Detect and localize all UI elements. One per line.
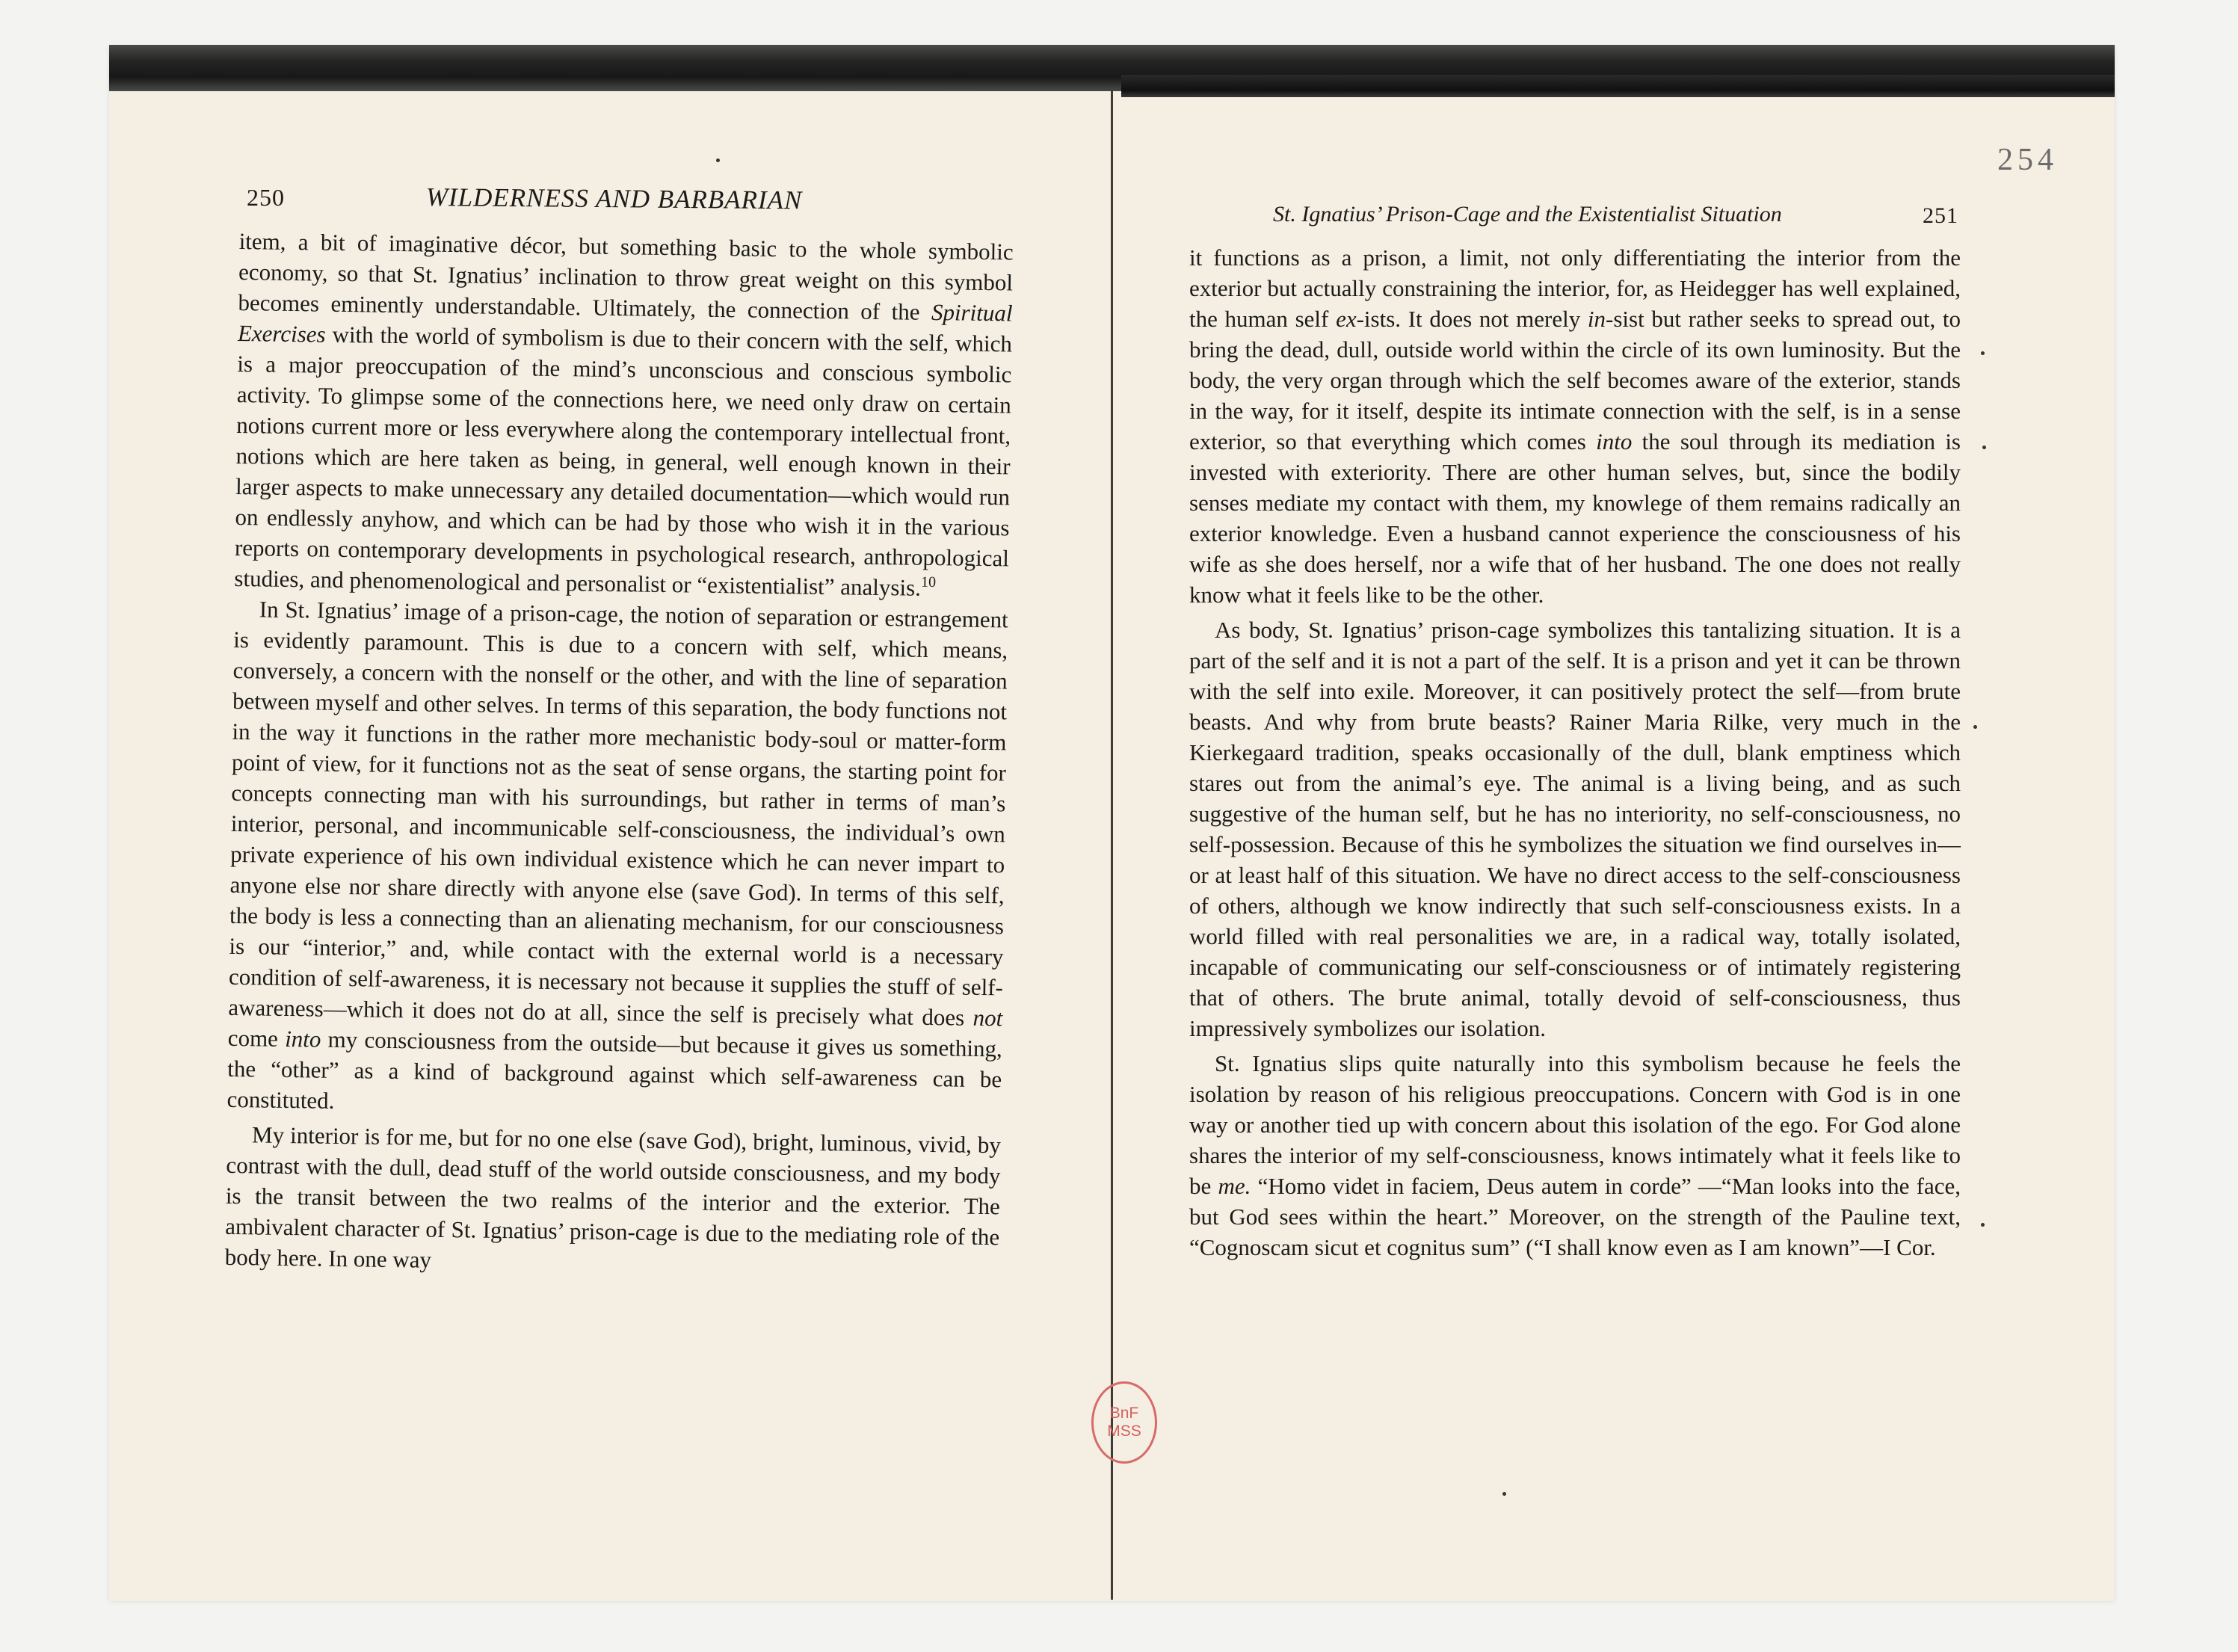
text-span: “Homo videt in faciem, Deus autem in corde” —“Man looks into the face, but God sees within the heart.” Moreover, on the strength of the Pauline text, “Cognoscam sicut et cognitus sum” (“I shall know even as I am known”—I Cor. bbox=[1189, 1173, 1961, 1260]
text-span: with the world of symbolism is due to their concern with the self, which is a major preoccupation of the mind’s unconscious and conscious symbolic activity. To glimpse some of the connections here, we need only draw on certain notions current more or less everywhere along the contemporary intellectual front, notions which are here taken as being, in general, well enough known in their larger aspects to make unnecessary any detailed documentation—which would run on endlessly anyhow, and which can be had by those who wish it in the various reports on contemporary developments in psychological research, anthropological studies, and phenomenological and personalist or “existentialist” analysis. bbox=[234, 321, 1013, 601]
margin-speck bbox=[1502, 1492, 1506, 1496]
margin-speck bbox=[1982, 446, 1986, 449]
right-paragraph-1 bbox=[1189, 242, 1961, 610]
margin-speck bbox=[716, 158, 720, 162]
footnote-marker: 10 bbox=[920, 573, 937, 591]
library-stamp bbox=[1091, 1381, 1157, 1464]
left-paragraph-2 bbox=[226, 594, 1008, 1125]
margin-speck bbox=[1981, 351, 1985, 355]
text-span: it functions as a prison, a limit, not only differentiating the interior from the exterior but actually constraining the interior, for, as Heidegger has well explained, the human self bbox=[1189, 244, 1961, 332]
left-running-head: WILDERNESS AND BARBARIAN bbox=[425, 182, 803, 215]
text-span: the soul through its mediation is invested with exteriority. There are other human selves, but, since the bodily senses mediate my contact with them, my knowlege of them remains radically an exterior knowledge. Even a husband cannot experience the consciousness of his wife as she does herself, nor a wife that of her husband. The one does not really know what it feels like to be the other. bbox=[1189, 428, 1961, 608]
italic-span: ex bbox=[1336, 306, 1357, 332]
left-paragraph-3: My interior is for me, but for no one else (save God), bright, luminous, vivid, by contrast with the dull, dead stuff of the world outside consciousness, and my body is the transit between the two realms of the interior and the exterior. The ambivalent character of St. Ignatius’ prison-cage is due to the mediating role of the body here. In one way bbox=[224, 1121, 1002, 1273]
italic-span: in bbox=[1587, 306, 1606, 332]
text-span: St. Ignatius slips quite naturally into this symbolism because he feels the isolation by reason of his religious preoccupations. Concern with God is in one way or another tied up with concern about this isolation of the ego. For God alone shares the interior of my self-consciousness, knows intimately what it feels like to be bbox=[1189, 1050, 1961, 1199]
right-page-text bbox=[1189, 242, 1961, 1263]
left-page-number: 250 bbox=[247, 184, 285, 211]
text-span: my consciousness from the outside—but because it gives us something, the “other” as a kind of background against which self-awareness can be constituted. bbox=[226, 1026, 1002, 1114]
text-span: item, a bit of imaginative décor, but something basic to the whole symbolic economy, so that St. Ignatius’ inclination to throw great weight on this symbol becomes eminently understandable. Ultimately, the connection of the bbox=[238, 227, 1014, 325]
stamp-line-1: BnF bbox=[1109, 1405, 1139, 1422]
italic-span: not bbox=[972, 1004, 1003, 1032]
right-running-head: St. Ignatius’ Prison-Cage and the Existentialist Situation bbox=[1273, 202, 1782, 226]
left-paragraph-1 bbox=[234, 226, 1014, 604]
right-paragraph-3 bbox=[1189, 1048, 1961, 1263]
right-paragraph-2: As body, St. Ignatius’ prison-cage symbolizes this tantalizing situation. It is a part of the self and it is not a part of the self. It is a prison and yet it can be thrown with the self into exile. Moreover, it can positively protect the self—from brute beasts. And why from brute beasts? Rainer Maria Rilke, very much in the Kierkegaard tradition, speaks occasionally of the dull, blank emptiness which stares out from the animal’s eye. The animal is a living being, and as such suggestive of the human self, but he has no interiority, no self-consciousness, no self-possession. Because of this he symbolizes the situation we find ourselves in—or at least half of this situation. We have no direct access to the self-consciousness of others, although we know indirectly that such self-consciousness exists. In a world filled with real personalities we are, in a radical way, totally isolated, incapable of communicating our self-consciousness or of intimately registering that of others. The brute animal, totally devoid of self-consciousness, thus impressively symbolizes our isolation. bbox=[1189, 617, 1961, 1041]
folio-number: 254 bbox=[1997, 143, 2058, 177]
text-span: -ists. It does not merely bbox=[1356, 306, 1588, 332]
italic-span: into bbox=[284, 1025, 321, 1052]
left-page-text bbox=[224, 226, 1013, 1283]
margin-speck bbox=[1973, 725, 1977, 729]
book-gutter bbox=[1111, 90, 1113, 1600]
stamp-line-2: MSS bbox=[1107, 1423, 1141, 1440]
text-span: come bbox=[227, 1024, 286, 1052]
scan-top-band-right bbox=[1121, 75, 2115, 97]
right-page-number: 251 bbox=[1923, 203, 1958, 228]
italic-span: into bbox=[1596, 428, 1633, 454]
text-span: In St. Ignatius’ image of a prison-cage, the notion of separation or estrangement is evidently paramount. This is due to a concern with self, which means, conversely, a concern with the nonself or the other, and with the line of separation between myself and other selves. In terms of this separation, the body functions not in the way it functions in the rather more mechanistic body-soul or matter-form point of view, for it functions not as the seat of sense organs, the starting point for concepts connecting man with his surroundings, but rather in terms of man’s interior, personal, and incommunicable self-consciousness, the individual’s own private experience of his own individual existence which he can never impart to anyone else nor share directly with anyone else (save God). In terms of this self, the body is less a connecting than an alienating mechanism, for our consciousness is our “interior,” and, while contact with the external world is a necessary condition of self-awareness, it is necessary not because it supplies the stuff of self-awareness—which it does not do at all, since the self is precisely what does bbox=[228, 596, 1008, 1031]
text-span: -sist but rather seeks to spread out, to bring the dead, dull, outside world within the circle of its own luminosity. But the body, the very organ through which the self becomes aware of the exterior, stands in the way, for it itself, despite its intimate connection with the self, is in a sense exterior, so that everything which comes bbox=[1189, 306, 1961, 454]
italic-span: me. bbox=[1218, 1173, 1251, 1199]
italic-span: Spiritual Exercises bbox=[237, 298, 1013, 348]
margin-speck bbox=[1981, 1223, 1985, 1227]
